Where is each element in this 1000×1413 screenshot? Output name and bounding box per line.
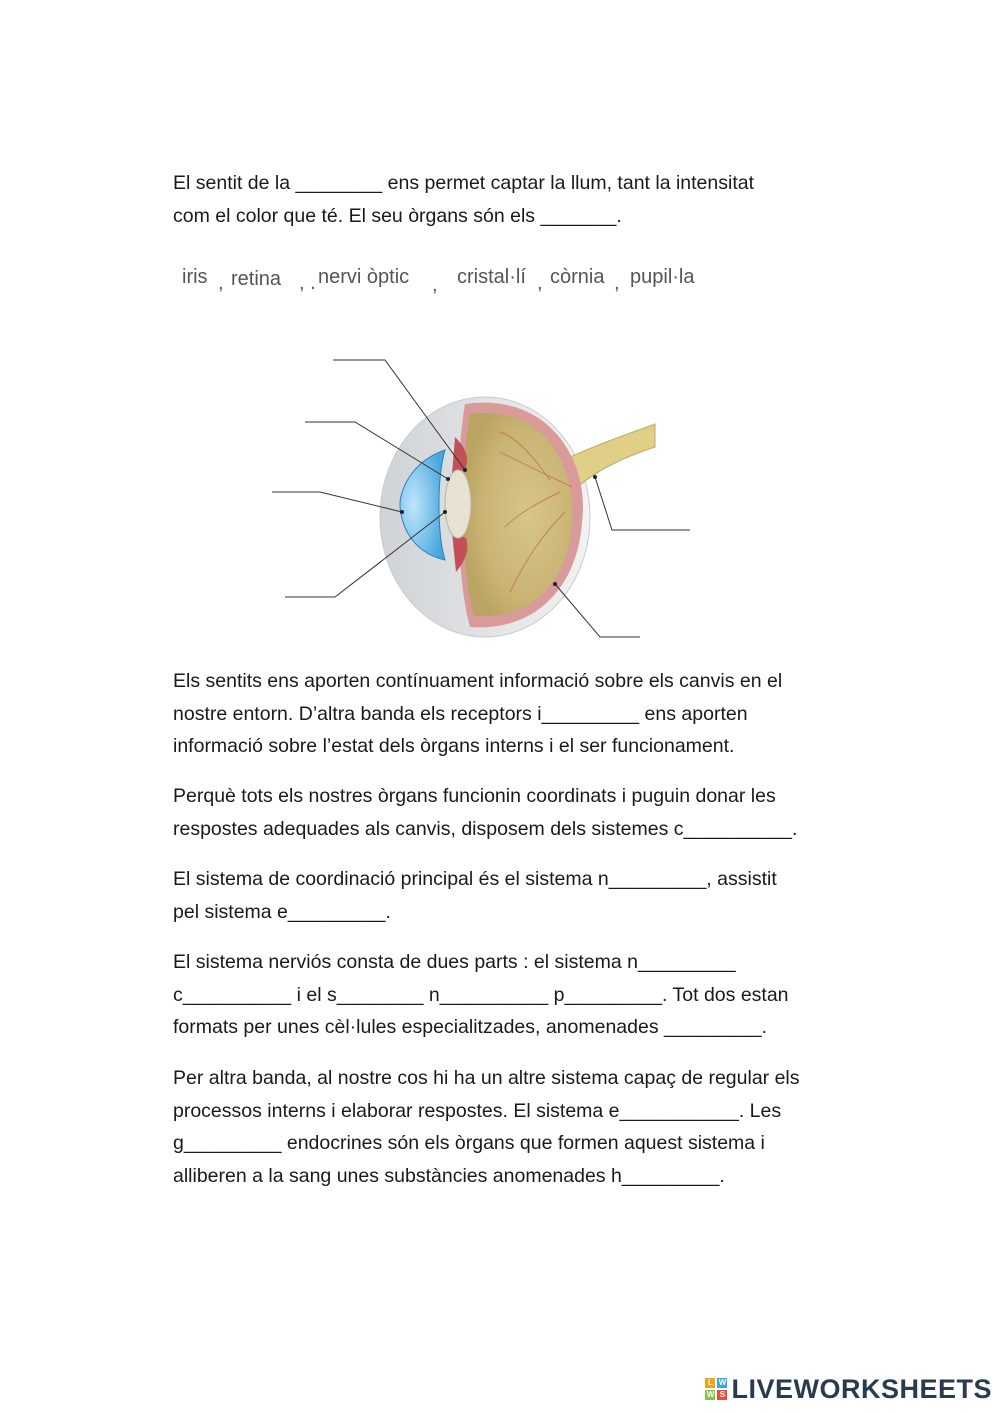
paragraph-coordination (173, 780, 873, 845)
logo-letter: L (705, 1378, 715, 1388)
paragraph-line: respostes adequades als canvis, disposem dels sistemes c__________. (173, 817, 798, 840)
word-pupilla[interactable]: pupil·la (630, 266, 695, 288)
word-retina[interactable]: retina (231, 268, 282, 290)
word-bank (0, 262, 1000, 302)
word-cristalli[interactable]: cristal·lí (457, 266, 526, 288)
paragraph-line: formats per unes cèl·lules especialitzades, anomenades _________. (173, 1016, 768, 1038)
paragraph-line: c__________ i el s________ n__________ p_________. Tot dos estan (173, 983, 789, 1006)
word-separator: , (537, 272, 543, 294)
word-separator: , (432, 274, 438, 296)
paragraph-line: nostre entorn. D’altra banda els receptors i_________ ens aporten (173, 702, 748, 725)
paragraph-line: Els sentits ens aporten contínuament informació sobre els canvis en el (173, 670, 783, 692)
logo-letter: W (706, 1390, 715, 1399)
paragraph-line: alliberen a la sang unes substàncies anomenades h_________. (173, 1164, 725, 1187)
paragraph-receptors (173, 665, 873, 763)
logo-letter: S (717, 1390, 727, 1400)
paragraph-endocrine (173, 1062, 873, 1192)
paragraph-line: El sistema nerviós consta de dues parts : el sistema n_________ (173, 951, 736, 973)
paragraph-line: processos interns i elaborar respostes. El sistema e___________. Les (173, 1099, 782, 1122)
brand-name: LIVEWORKSHEETS (731, 1373, 992, 1404)
paragraph-nervous-system (173, 946, 873, 1044)
word-nervi-optic[interactable]: nervi òptic (318, 266, 410, 288)
paragraph-line: g_________ endocrines són els òrgans que formen aquest sistema i (173, 1132, 765, 1154)
paragraph-line: Per altra banda, al nostre cos hi ha un altre sistema capaç de regular els (173, 1067, 800, 1089)
word-cornia[interactable]: còrnia (550, 266, 605, 288)
paragraph-line: Perquè tots els nostres òrgans funcionin coordinats i puguin donar les (173, 785, 776, 807)
word-separator: , . (299, 272, 316, 294)
word-separator: , (218, 272, 224, 294)
paragraph-main-system (173, 863, 873, 928)
paragraph-line: pel sistema e_________. (173, 900, 391, 923)
word-iris[interactable]: iris (182, 266, 208, 288)
logo-icon (705, 1378, 727, 1400)
liveworksheets-logo[interactable] (705, 1373, 992, 1405)
intro-line-1: El sentit de la ________ ens permet captar la llum, tant la intensitat (173, 172, 755, 194)
intro-line-2: com el color que té. El seu òrgans són els _______. (173, 204, 622, 227)
intro-paragraph (173, 167, 873, 232)
word-separator: , (614, 272, 620, 294)
eye-diagram (260, 352, 700, 647)
paragraph-line: informació sobre l’estat dels òrgans interns i el ser funcionament. (173, 735, 735, 757)
logo-letter: W (718, 1378, 727, 1387)
paragraph-line: El sistema de coordinació principal és el sistema n_________, assistit (173, 868, 777, 890)
